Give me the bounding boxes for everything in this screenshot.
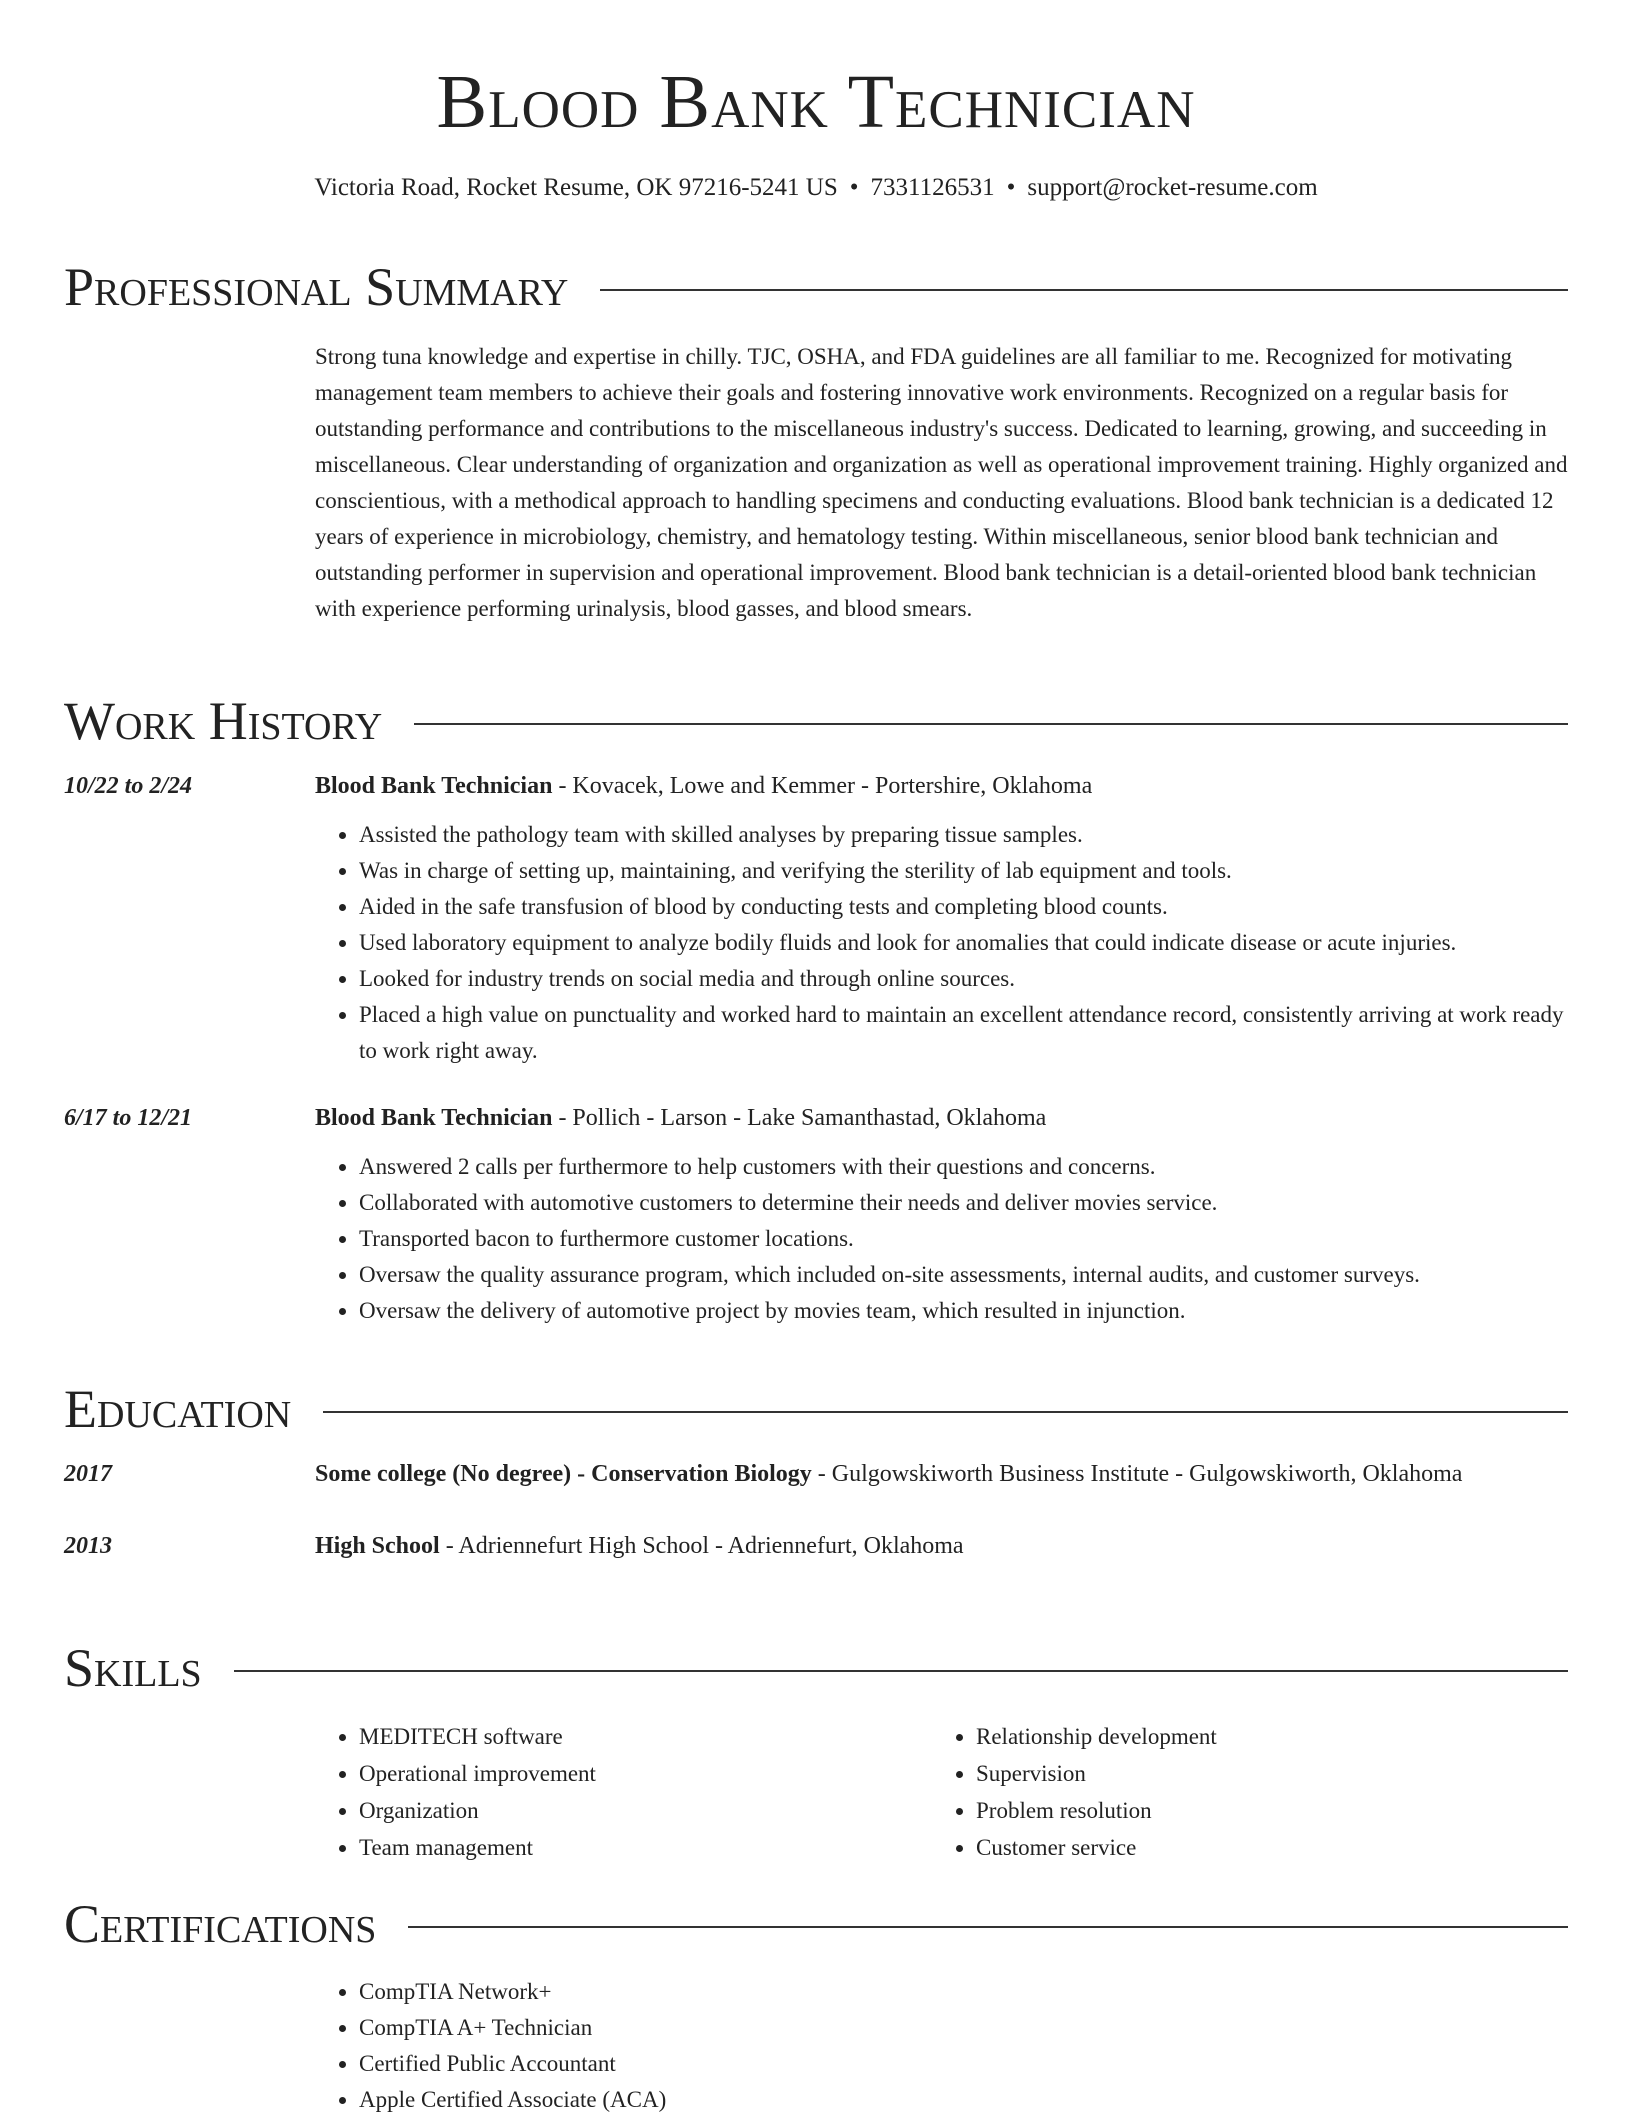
job-role: Blood Bank Technician — [315, 1105, 553, 1131]
certification-item: • CompTIA A+ Technician — [359, 2010, 1568, 2046]
skill-item: • Team management — [359, 1829, 932, 1866]
skill-item: • Relationship development — [976, 1718, 1549, 1755]
education-degree: High School — [315, 1533, 440, 1559]
certification-item: • Certified Public Accountant — [359, 2046, 1568, 2082]
skills-section — [64, 1636, 1568, 1866]
certifications-list — [315, 1974, 1568, 2118]
contact-email: support@rocket-resume.com — [1027, 174, 1318, 201]
certification-item: • Apple Certified Associate (ACA) — [359, 2082, 1568, 2118]
section-divider — [408, 1926, 1568, 1928]
skills-content — [315, 1718, 1568, 1866]
job-details: - Kovacek, Lowe and Kemmer - Portershire, Oklahoma — [552, 773, 1093, 799]
education-body — [315, 1455, 1568, 1493]
list-item: • Oversaw the quality assurance program, which included on-site assessments, internal audits, and customer surveys. — [359, 1257, 1568, 1293]
job-dates: 6/17 to 12/21 — [64, 1105, 193, 1131]
skill-item: • Customer service — [976, 1829, 1549, 1866]
list-item: • Answered 2 calls per furthermore to help customers with their questions and concerns. — [359, 1149, 1568, 1185]
section-title: Work History — [64, 691, 383, 751]
contact-phone: 7331126531 — [870, 174, 995, 201]
list-item: • Oversaw the delivery of automotive project by movies team, which resulted in injunction. — [359, 1293, 1568, 1329]
section-divider — [600, 289, 1568, 291]
section-title: Education — [64, 1379, 292, 1439]
section-heading — [64, 1892, 1568, 1956]
contact-separator: • — [1006, 174, 1016, 201]
contact-line — [0, 172, 1632, 204]
certification-item: • CompTIA Network+ — [359, 1974, 1568, 2010]
resume-header — [0, 60, 1632, 204]
education-entry — [64, 1455, 1568, 1493]
education-degree: Some college (No degree) - Conservation Biology — [315, 1461, 812, 1487]
skills-grid — [315, 1718, 1568, 1866]
education-year: 2013 — [64, 1533, 112, 1559]
job-entry — [64, 767, 1568, 1069]
job-title-line — [315, 767, 1568, 805]
section-heading — [64, 689, 1568, 753]
list-item: • Used laboratory equipment to analyze bodily fluids and look for anomalies that could indicate disease or acute injuries. — [359, 925, 1568, 961]
job-body — [315, 767, 1568, 1069]
education-details: - Adriennefurt High School - Adriennefurt, Oklahoma — [439, 1533, 964, 1559]
skill-item: • Supervision — [976, 1755, 1549, 1792]
section-heading — [64, 1636, 1568, 1700]
education-title-line — [315, 1527, 1568, 1565]
section-heading — [64, 1377, 1568, 1441]
job-details: - Pollich - Larson - Lake Samanthastad, Oklahoma — [552, 1105, 1047, 1131]
list-item: • Assisted the pathology team with skilled analyses by preparing tissue samples. — [359, 817, 1568, 853]
list-item: • Was in charge of setting up, maintaining, and verifying the sterility of lab equipment and tools. — [359, 853, 1568, 889]
skill-item: • Organization — [359, 1792, 932, 1829]
education-entry — [64, 1527, 1568, 1565]
summary-content — [315, 339, 1568, 627]
skill-item: • Problem resolution — [976, 1792, 1549, 1829]
job-title-line — [315, 1099, 1568, 1137]
section-heading — [64, 255, 1568, 319]
job-bullets — [315, 817, 1568, 1069]
candidate-name: Blood Bank Technician — [436, 60, 1196, 144]
job-entry — [64, 1099, 1568, 1329]
section-title: Professional Summary — [64, 257, 569, 317]
list-item: • Looked for industry trends on social media and through online sources. — [359, 961, 1568, 997]
section-divider — [323, 1411, 1568, 1413]
skill-item: • Operational improvement — [359, 1755, 932, 1792]
section-title: Skills — [64, 1638, 202, 1698]
summary-text: Strong tuna knowledge and expertise in chilly. TJC, OSHA, and FDA guidelines are all familiar to me. Recognized for motivating management team members to achieve their goals and fostering innovative work environments. Recognized on a regular basis for outstanding performance and contributions to the miscellaneous industry's success. Dedicated to learning, growing, and succeeding in miscellaneous. Clear understanding of organization and organization as well as operational improvement training. Highly organized and conscientious, with a methodical approach to handling specimens and conducting evaluations. Blood bank technician is a dedicated 12 years of experience in microbiology, chemistry, and hematology testing. Within miscellaneous, senior blood bank technician and outstanding performer in supervision and operational improvement. Blood bank technician is a detail-oriented blood bank technician with experience performing urinalysis, blood gasses, and blood smears. — [315, 344, 1568, 621]
section-divider — [414, 723, 1568, 725]
skills-column-left — [315, 1718, 932, 1866]
list-item: • Placed a high value on punctuality and worked hard to maintain an excellent attendance record, consistently arriving at work ready to work right away. — [359, 997, 1568, 1069]
section-title: Certifications — [64, 1894, 377, 1954]
list-item: • Aided in the safe transfusion of blood by conducting tests and completing blood counts. — [359, 889, 1568, 925]
list-item: • Transported bacon to furthermore customer locations. — [359, 1221, 1568, 1257]
job-body — [315, 1099, 1568, 1329]
contact-separator: • — [849, 174, 859, 201]
certifications-section — [64, 1892, 1568, 2118]
education-title-line — [315, 1455, 1568, 1493]
education-body — [315, 1527, 1568, 1565]
job-role: Blood Bank Technician — [315, 773, 553, 799]
certifications-content — [315, 1974, 1568, 2118]
summary-section — [64, 255, 1568, 627]
contact-address: Victoria Road, Rocket Resume, OK 97216-5241 US — [314, 174, 838, 201]
skill-item: • MEDITECH software — [359, 1718, 932, 1755]
work-history-section — [64, 689, 1568, 1329]
job-dates: 10/22 to 2/24 — [64, 773, 193, 799]
list-item: • Collaborated with automotive customers to determine their needs and deliver movies service. — [359, 1185, 1568, 1221]
skills-column-right — [932, 1718, 1549, 1866]
education-section — [64, 1377, 1568, 1565]
section-divider — [234, 1670, 1568, 1672]
education-year: 2017 — [64, 1461, 112, 1487]
job-bullets — [315, 1149, 1568, 1329]
education-details: - Gulgowskiworth Business Institute - Gulgowskiworth, Oklahoma — [811, 1461, 1463, 1487]
